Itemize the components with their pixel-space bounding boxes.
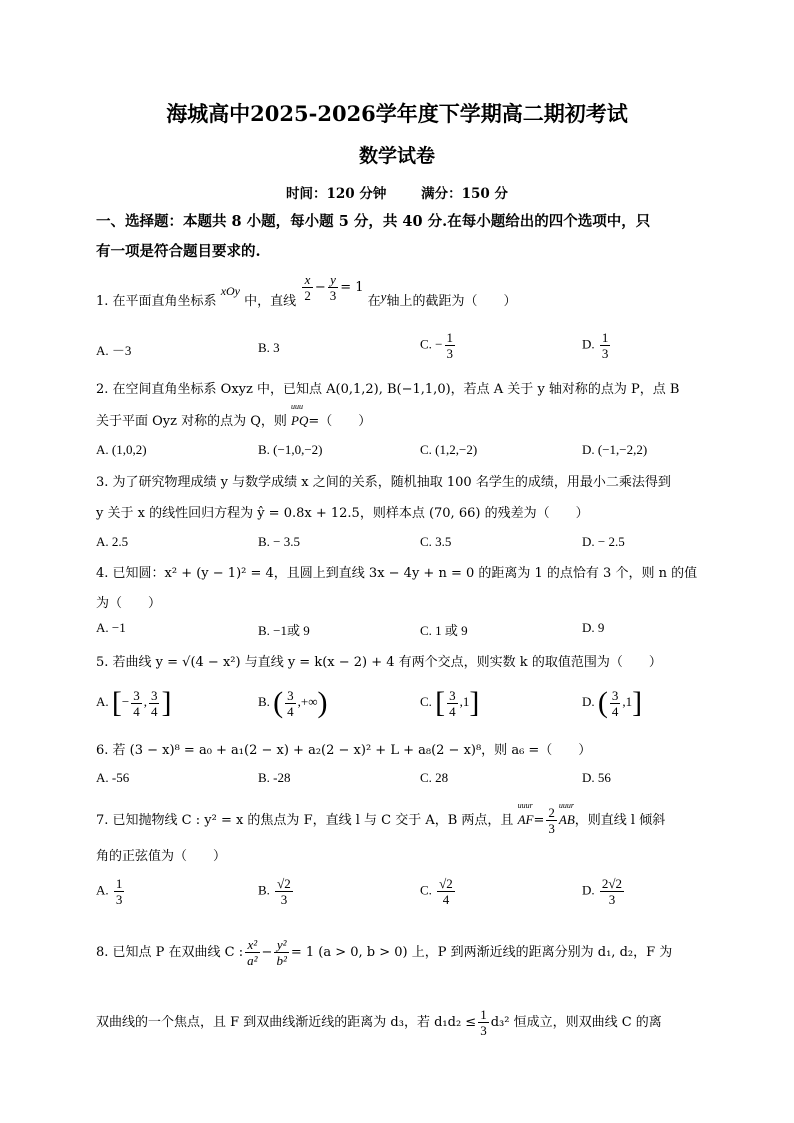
exam-time: 时间：120 分钟 [286, 186, 387, 202]
q7-option-a[interactable]: A. $\frac{1}{3}$ [96, 876, 123, 907]
exam-title: 海城高中2025-2026学年度下学期高二期初考试 [166, 101, 628, 126]
q5-option-a[interactable]: A. [− $\frac{3}{4}$ , $\frac{3}{4}$ ] [96, 686, 172, 719]
q8-line2: 双曲线的一个焦点，且 F 到双曲线渐近线的距离为 d₃，若 d₁d₂ ≤ $\frac{1}{3}$ d₃² 恒成立，则双曲线 C 的离 [96, 1007, 662, 1038]
q1-frac-x2: $\frac{x}{2}$ [304, 272, 311, 303]
q4-option-c[interactable]: C. 1 或 9 [420, 623, 468, 638]
q7-option-d[interactable]: D. $\frac{2√2}{3}$ [582, 876, 623, 907]
q6-line1: 6. 若 (3 − x)⁸ = a₀ + a₁(2 − x) + a₂(2 − x)² + L + a₈(2 − x)⁸，则 a₆ =（ ） [96, 743, 592, 758]
q5-line1: 5. 若曲线 y = √(4 − x²) 与直线 y = k(x − 2) + 4 有两个交点，则实数 k 的取值范围为（ ） [96, 655, 662, 670]
q2-vector-pq: uuu PQ [291, 402, 309, 428]
q1-text-c: 在 [367, 294, 381, 309]
q7-vector-af: uuur AF [517, 801, 534, 827]
q5-option-d[interactable]: D. ( $\frac{3}{4}$ ,1] [582, 686, 643, 719]
q1-xoy: xOy [220, 284, 241, 298]
q8-line1: 8. 已知点 P 在双曲线 C : $\frac{\text{x²}}{\text{a²}}$ − $\frac{\text{y²}}{\text{b²}}$ = 1 (a > 0, b > 0) 上，P 到两渐近线的距离分别为 d₁, d₂，F 为 [96, 937, 673, 968]
q7-vector-ab: uuur AB [558, 801, 575, 827]
q1-option-b[interactable]: B. 3 [258, 340, 280, 355]
q1-option-a[interactable]: A. －3 [96, 343, 132, 358]
q1-text-b: 中，直线 [244, 294, 297, 309]
q5-option-b[interactable]: B. ( $\frac{3}{4}$ ,+∞) [258, 686, 328, 719]
q7-line2: 角的正弦值为（ ） [96, 849, 227, 864]
exam-score: 满分：150 分 [421, 186, 508, 202]
q2-line1: 2. 在空间直角坐标系 Oxyz 中，已知点 A(0,1,2), B(−1,1,0)，若点 A 关于 y 轴对称的点为 P，点 B [96, 382, 680, 397]
q1-minus: − [314, 280, 326, 295]
q2-line2: 关于平面 Oyz 对称的点为 Q，则 uuu PQ=（ ） [96, 402, 372, 429]
q3-line1: 3. 为了研究物理成绩 y 与数学成绩 x 之间的关系，随机抽取 100 名学生的成绩，用最小二乘法得到 [96, 475, 671, 490]
question-1 [96, 272, 517, 317]
q3-option-a[interactable]: A. 2.5 [96, 534, 129, 549]
q7-option-b[interactable]: B. $\frac{√2}{3}$ [258, 876, 291, 907]
q6-option-b[interactable]: B. -28 [258, 770, 291, 785]
q1-text-d: 轴上的截距为（ ） [386, 294, 517, 309]
q3-line2: y 关于 x 的线性回归方程为 ŷ = 0.8x + 12.5，则样本点 (70, 66) 的残差为（ ） [96, 506, 589, 521]
q6-option-c[interactable]: C. 28 [420, 770, 449, 785]
q7-line1: 7. 已知抛物线 C : y² = x 的焦点为 F，直线 l 与 C 交于 A，B 两点，且 uuur AF= $\frac{2}{3}$ uuur AB，则直线 l 倾斜 [96, 801, 666, 836]
q1-option-c[interactable]: C. − $\frac{1}{3}$ [420, 330, 454, 361]
q4-option-a[interactable]: A. −1 [96, 620, 126, 635]
section-heading-line1: 一、选择题：本题共 8 小题，每小题 5 分，共 40 分.在每小题给出的四个选项中，只 [96, 213, 651, 230]
q2-option-d[interactable]: D. (−1,−2,2) [582, 442, 648, 457]
q3-option-d[interactable]: D. − 2.5 [582, 534, 625, 549]
q6-option-a[interactable]: A. -56 [96, 770, 130, 785]
q4-option-d[interactable]: D. 9 [582, 620, 605, 635]
q2-option-a[interactable]: A. (1,0,2) [96, 442, 147, 457]
q3-option-b[interactable]: B. − 3.5 [258, 534, 301, 549]
q1-frac-y3: $\frac{y}{3}$ [329, 272, 337, 303]
q1-text-a: 1. 在平面直角坐标系 [96, 294, 217, 309]
q3-option-c[interactable]: C. 3.5 [420, 534, 452, 549]
q1-option-d[interactable]: D. $\frac{1}{3}$ [582, 330, 609, 361]
q6-option-d[interactable]: D. 56 [582, 770, 611, 785]
q2-option-b[interactable]: B. (−1,0,−2) [258, 442, 323, 457]
q1-y: y [380, 289, 387, 304]
exam-time-score [0, 182, 794, 202]
q2-option-c[interactable]: C. (1,2,−2) [420, 442, 478, 457]
q4-option-b[interactable]: B. −1或 9 [258, 623, 310, 638]
q4-line2: 为（ ） [96, 596, 162, 611]
q4-line1: 4. 已知圆：x² + (y − 1)² = 4，且圆上到直线 3x − 4y + n = 0 的距离为 1 的点恰有 3 个，则 n 的值 [96, 566, 698, 581]
section-heading-line2: 有一项是符合题目要求的. [96, 243, 261, 260]
q7-option-c[interactable]: C. $\frac{√2}{4}$ [420, 876, 453, 907]
q1-eq1: = 1 [340, 280, 364, 295]
q5-option-c[interactable]: C. [ $\frac{3}{4}$ ,1] [420, 686, 480, 719]
exam-subtitle: 数学试卷 [358, 145, 435, 167]
